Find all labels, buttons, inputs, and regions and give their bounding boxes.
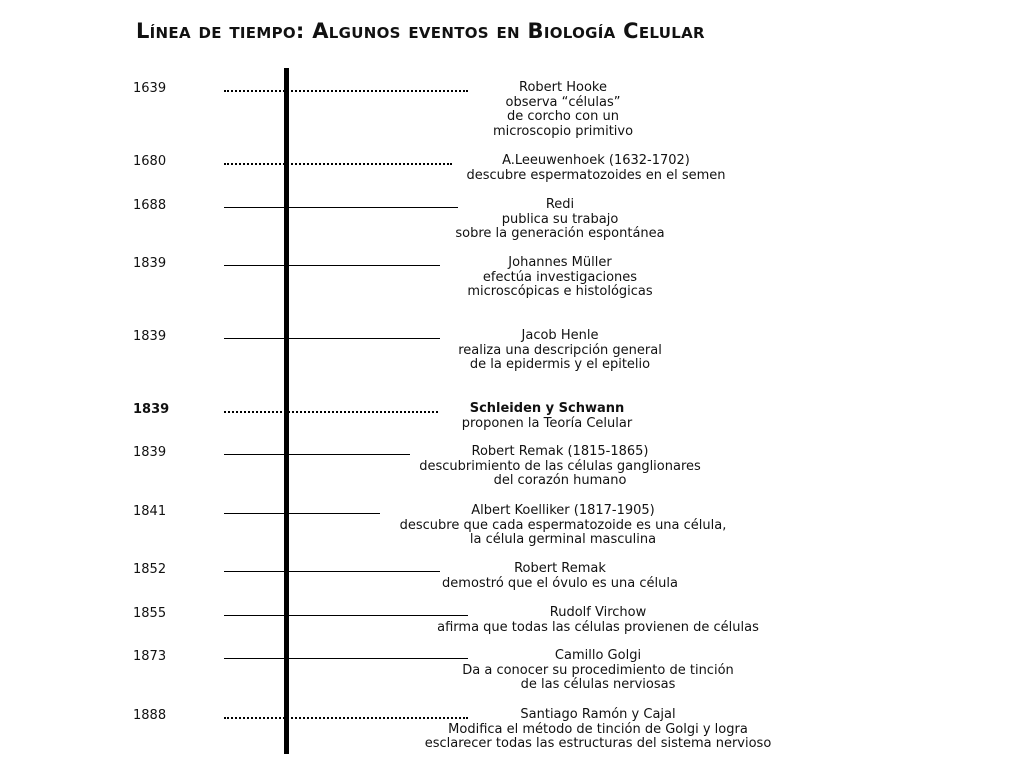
event-description-line: demostró que el óvulo es una célula (442, 575, 678, 591)
event-description-line: microscópicas e histológicas (467, 284, 653, 300)
event-description-line: Da a conocer su procedimiento de tinción (462, 662, 734, 678)
event-description-line: Rudolf Virchow (549, 605, 647, 620)
event-connector-line (224, 90, 468, 92)
event-description-line: efectúa investigaciones (482, 269, 638, 285)
event-description-line: esclarecer todas las estructuras del sistema nervioso (424, 736, 772, 752)
event-year: 1839 (133, 256, 167, 271)
event-description-line: observa “células” (505, 94, 621, 110)
event-description-line: Camillo Golgi (554, 648, 642, 663)
event-connector-line (224, 207, 458, 208)
event-description-line: Jacob Henle (521, 328, 599, 343)
event-year: 1855 (133, 606, 167, 621)
event-description-line: Redi (545, 197, 575, 212)
event-connector-line (224, 163, 452, 165)
event-description-line: A.Leeuwenhoek (1632-1702) (502, 153, 690, 168)
event-connector-line (224, 454, 410, 455)
event-description-line: Robert Remak (1815-1865) (471, 444, 649, 459)
event-description-line: Albert Koelliker (1817-1905) (471, 503, 655, 518)
event-connector-line (224, 658, 468, 659)
event-description (437, 606, 759, 635)
event-connector-line (224, 615, 468, 616)
event-description-line: publica su trabajo (501, 211, 619, 227)
event-description-line: Robert Hooke (519, 80, 607, 95)
event-description-line: Johannes Müller (508, 255, 612, 270)
event-description-line: Robert Remak (514, 561, 606, 576)
event-description (467, 154, 726, 183)
event-description-line: Santiago Ramón y Cajal (520, 707, 676, 722)
event-description-line: descubre espermatozoides en el semen (466, 167, 726, 183)
event-description-line: de la epidermis y el epitelio (469, 357, 651, 373)
event-year: 1639 (133, 81, 167, 96)
event-description (442, 562, 678, 591)
event-year: 1839 (133, 329, 167, 344)
event-description-line: de las células nerviosas (520, 677, 676, 693)
event-description (419, 445, 701, 489)
event-connector-line (224, 338, 440, 339)
timeline-title: Línea de tiempo: Algunos eventos en Biología Celular (136, 19, 705, 43)
event-year: 1841 (133, 504, 167, 519)
event-description-line: descubre que cada espermatozoide es una célula, (399, 517, 727, 533)
event-year: 1873 (133, 649, 167, 664)
event-connector-line (224, 265, 440, 266)
event-description (455, 198, 664, 242)
event-connector-line (224, 411, 438, 413)
event-year: 1688 (133, 198, 167, 213)
event-description-line: realiza una descripción general (458, 342, 662, 358)
event-description-line: microscopio primitivo (492, 123, 634, 139)
event-description-line: del corazón humano (493, 473, 627, 489)
event-year: 1680 (133, 154, 167, 169)
event-description-line: de corcho con un (507, 109, 619, 125)
event-description (493, 81, 633, 139)
event-description-line: proponen la Teoría Celular (461, 415, 633, 431)
event-description-line: descubrimiento de las células ganglionares (419, 458, 701, 474)
event-year: 1888 (133, 708, 167, 723)
event-description (467, 256, 652, 300)
event-description (462, 649, 734, 693)
event-year: 1852 (133, 562, 167, 577)
event-connector-line (224, 513, 380, 514)
event-year: 1839 (133, 402, 170, 417)
event-description (400, 504, 727, 548)
event-description (462, 402, 632, 431)
event-description-line: afirma que todas las células provienen de células (437, 619, 759, 635)
event-description-line: sobre la generación espontánea (455, 226, 665, 242)
event-description (425, 708, 772, 752)
event-description-line: la célula germinal masculina (469, 532, 657, 548)
event-description-line: Schleiden y Schwann (469, 401, 625, 416)
event-description (458, 329, 662, 373)
event-connector-line (224, 571, 440, 572)
event-year: 1839 (133, 445, 167, 460)
event-description-line: Modifica el método de tinción de Golgi y logra (448, 721, 748, 737)
